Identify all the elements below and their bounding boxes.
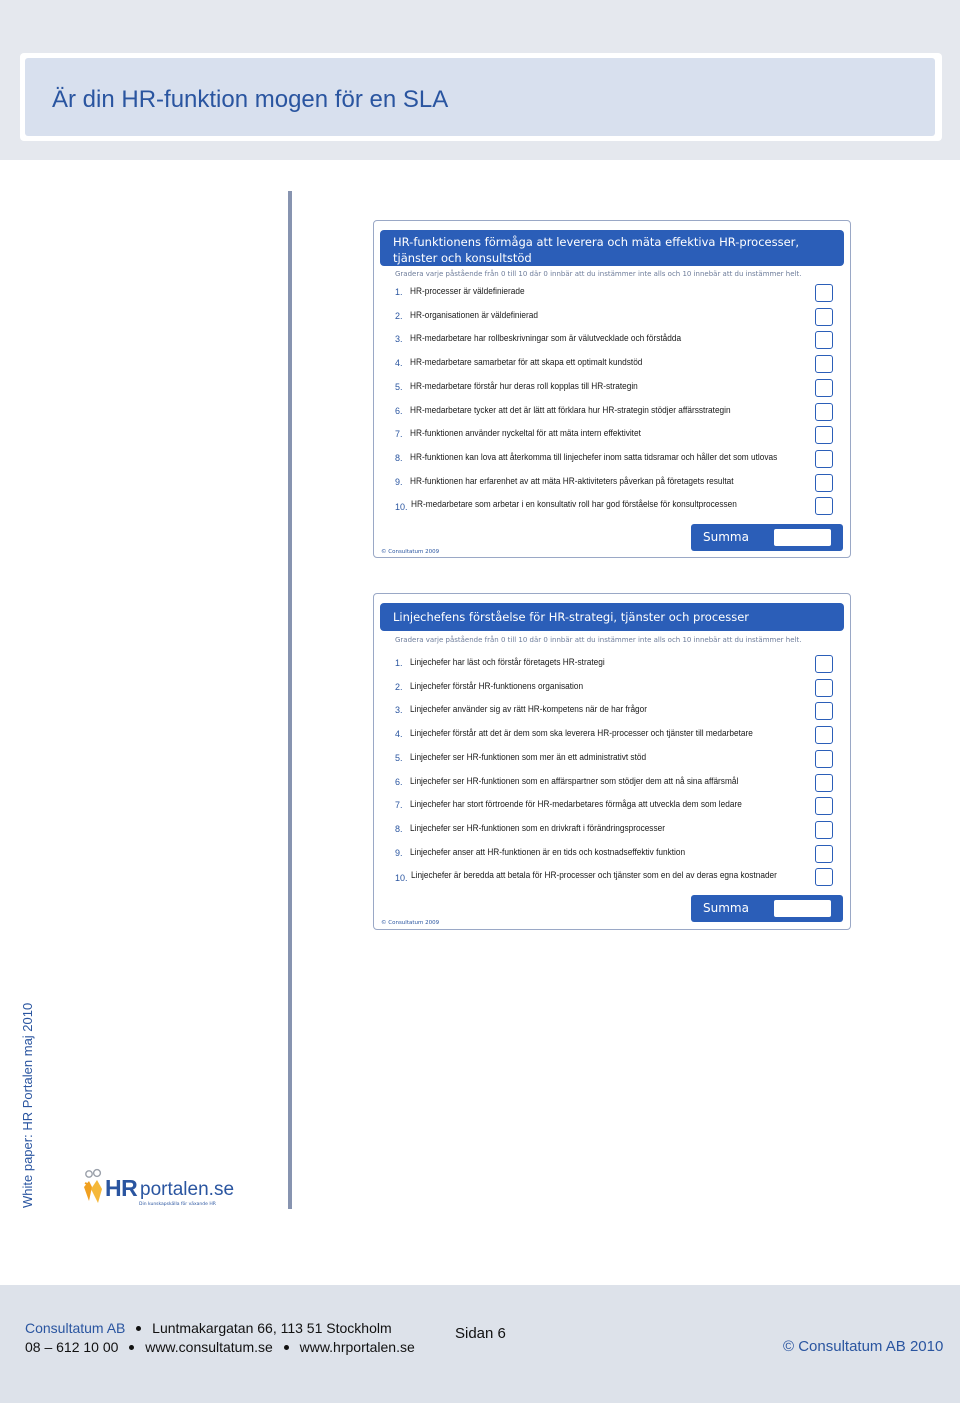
question-number: 7. — [395, 429, 403, 440]
question-text: Linjechefer anser att HR-funktionen är en tids och kostnadseffektiv funktion — [410, 846, 686, 857]
question-row — [395, 749, 835, 769]
question-text: HR-organisationen är väldefinierad — [410, 309, 538, 320]
question-number: 2. — [395, 310, 403, 321]
question-row — [395, 473, 835, 493]
question-text: Linjechefer är beredda att betala för HR-processer och tjänster som en del av deras egna kostnader — [411, 870, 777, 881]
question-text: Linjechefer ser HR-funktionen som mer än ett administrativt stöd — [410, 751, 647, 762]
question-text: Linjechefer förstår HR-funktionens organisation — [410, 680, 584, 691]
question-text: Linjechefer har läst och förstår företagets HR-strategi — [410, 657, 605, 667]
question-text: HR-funktionen kan lova att återkomma till linjechefer inom satta tidsramar och håller det som utlovas — [410, 451, 778, 462]
question-text: Linjechefer förstår att det är dem som ska leverera HR-processer och tjänster till medarbetare — [410, 728, 753, 739]
logo-portal-text: portalen.se — [140, 1179, 235, 1200]
bullet-separator — [129, 1345, 134, 1350]
score-input-box[interactable] — [815, 774, 833, 792]
score-input-box[interactable] — [815, 331, 833, 349]
sum-input[interactable] — [774, 900, 831, 917]
footer-contact-line — [25, 1339, 415, 1355]
question-row — [395, 402, 835, 422]
question-text: HR-medarbetare förstår hur deras roll kopplas till HR-strategin — [410, 380, 638, 391]
question-row — [395, 773, 835, 793]
question-number: 7. — [395, 800, 403, 811]
footer-site-consultatum[interactable]: www.consultatum.se — [145, 1339, 273, 1355]
hrportalen-logo — [82, 1167, 242, 1212]
score-input-box[interactable] — [815, 497, 833, 515]
question-row — [395, 330, 835, 350]
section-heading: HR-funktionens förmåga att leverera och mäta effektiva HR-processer, tjänster och konsultstöd — [380, 230, 844, 266]
question-row — [395, 307, 835, 327]
score-input-box[interactable] — [815, 821, 833, 839]
question-row — [395, 725, 835, 745]
footer-address: Luntmakargatan 66, 113 51 Stockholm — [152, 1320, 392, 1336]
score-input-box[interactable] — [815, 797, 833, 815]
question-number: 6. — [395, 405, 403, 416]
question-number: 9. — [395, 847, 403, 858]
score-input-box[interactable] — [815, 679, 833, 697]
bullet-separator — [284, 1345, 289, 1350]
score-input-box[interactable] — [815, 474, 833, 492]
sum-label: Summa — [703, 901, 749, 915]
question-row — [395, 654, 835, 674]
question-number: 4. — [395, 729, 403, 740]
questionnaire-panel-hr-function — [373, 220, 851, 558]
question-number: 5. — [395, 381, 403, 392]
page-number: Sidan 6 — [455, 1325, 506, 1342]
question-row — [395, 820, 835, 840]
score-input-box[interactable] — [815, 284, 833, 302]
score-input-box[interactable] — [815, 403, 833, 421]
sum-label: Summa — [703, 530, 749, 544]
sum-input[interactable] — [774, 529, 831, 546]
question-number: 3. — [395, 705, 403, 716]
logo-hr-text: HR — [105, 1175, 138, 1201]
page-title: Är din HR-funktion mogen för en SLA — [52, 86, 449, 113]
footer-copyright: © Consultatum AB 2010 — [783, 1338, 944, 1355]
question-row — [395, 354, 835, 374]
question-row — [395, 844, 835, 864]
white-paper-side-label: White paper: HR Portalen maj 2010 — [20, 1002, 35, 1208]
question-row — [395, 449, 835, 469]
score-input-box[interactable] — [815, 702, 833, 720]
question-number: 8. — [395, 452, 403, 463]
footer-site-hrportalen[interactable]: www.hrportalen.se — [299, 1339, 415, 1355]
question-text: Linjechefer har stort förtroende för HR-medarbetares förmåga att utveckla dem som ledare — [410, 799, 742, 810]
question-number: 10. — [395, 502, 408, 513]
sum-bar — [691, 895, 843, 922]
question-number: 1. — [395, 658, 403, 668]
question-text: Linjechefer ser HR-funktionen som en affärspartner som stödjer dem att nå sina affärsmål — [410, 775, 739, 786]
question-number: 4. — [395, 358, 403, 369]
question-row — [395, 496, 835, 516]
question-text: Linjechefer använder sig av rätt HR-kompetens när de har frågor — [410, 704, 648, 715]
question-number: 9. — [395, 476, 403, 487]
question-text: HR-medarbetare som arbetar i en konsultativ roll har god förståelse för konsultprocessen — [411, 499, 737, 510]
rating-instruction: Gradera varje påstående från 0 till 10 där 0 innbär att du instämmer inte alls och 10 innebär att du instämmer helt. — [395, 270, 802, 278]
vertical-divider — [288, 191, 292, 1209]
sum-bar — [691, 524, 843, 551]
score-input-box[interactable] — [815, 308, 833, 326]
footer-address-line — [25, 1320, 392, 1336]
bullet-separator — [136, 1326, 141, 1331]
question-text: HR-medarbetare har rollbeskrivningar som är välutvecklade och förstådda — [410, 333, 682, 344]
rating-instruction: Gradera varje påstående från 0 till 10 där 0 innbär att du instämmer inte alls och 10 innebär att du instämmer helt. — [395, 636, 802, 644]
score-input-box[interactable] — [815, 355, 833, 373]
question-row — [395, 678, 835, 698]
question-text: HR-medarbetare tycker att det är lätt att förklara hur HR-strategin stödjer affärsstrategin — [410, 404, 731, 415]
score-input-box[interactable] — [815, 750, 833, 768]
question-row — [395, 378, 835, 398]
questionnaire-panel-line-managers — [373, 593, 851, 930]
question-text: HR-funktionen använder nyckeltal för att mäta intern effektivitet — [410, 428, 641, 439]
score-input-box[interactable] — [815, 426, 833, 444]
score-input-box[interactable] — [815, 379, 833, 397]
logo-tagline: Din kunskapskälla för växande HR — [139, 1202, 216, 1207]
section-copyright: © Consultatum 2009 — [381, 920, 440, 926]
question-row — [395, 867, 835, 887]
question-row — [395, 283, 835, 303]
question-number: 5. — [395, 752, 403, 763]
score-input-box[interactable] — [815, 726, 833, 744]
question-text: HR-funktionen har erfarenhet av att mäta HR-aktiviteters påverkan på företagets resultat — [410, 475, 734, 486]
question-number: 2. — [395, 681, 403, 692]
footer-phone: 08 – 612 10 00 — [25, 1339, 119, 1355]
question-number: 8. — [395, 823, 403, 834]
score-input-box[interactable] — [815, 845, 833, 863]
question-row — [395, 701, 835, 721]
question-text: Linjechefer ser HR-funktionen som en drivkraft i förändringsprocesser — [410, 822, 665, 833]
question-number: 10. — [395, 873, 408, 884]
question-row — [395, 425, 835, 445]
section-copyright: © Consultatum 2009 — [381, 549, 440, 555]
score-input-box[interactable] — [815, 868, 833, 886]
question-number: 1. — [395, 287, 403, 297]
footer-company: Consultatum AB — [25, 1320, 126, 1336]
question-text: HR-medarbetare samarbetar för att skapa ett optimalt kundstöd — [410, 357, 643, 368]
section-heading: Linjechefens förståelse för HR-strategi, tjänster och processer — [380, 603, 844, 631]
score-input-box[interactable] — [815, 450, 833, 468]
question-number: 3. — [395, 334, 403, 345]
question-row — [395, 796, 835, 816]
score-input-box[interactable] — [815, 655, 833, 673]
question-number: 6. — [395, 776, 403, 787]
question-text: HR-processer är väldefinierade — [410, 286, 525, 296]
